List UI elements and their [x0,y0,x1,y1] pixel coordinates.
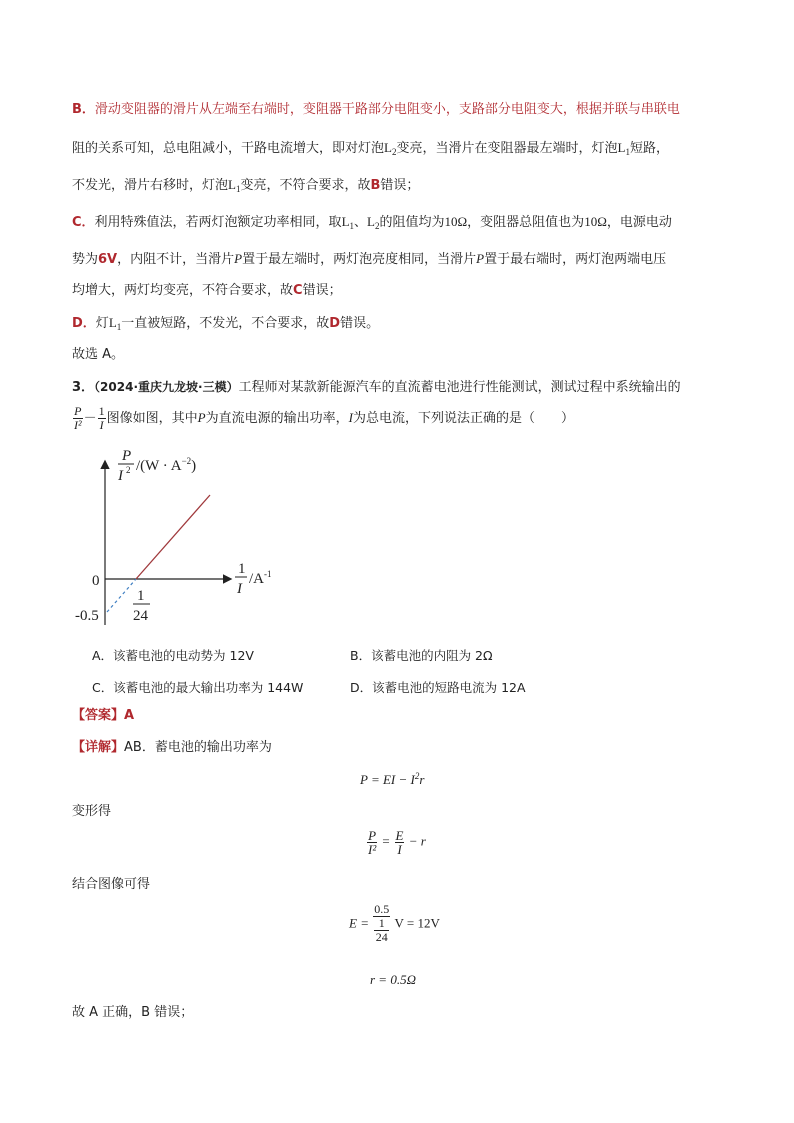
origin-label: 0 [92,573,100,589]
equation-power: P = EI − $I^2r$ [360,771,425,787]
x-intercept-numerator: 1 [137,588,145,604]
choose-answer: 故选 A。 [72,347,125,362]
transform-text: 变形得 [72,804,112,819]
data-line [136,495,210,579]
equation-transformed: $\frac{P}{\text{I²}}$ = $\frac{E}{I}$ − r [368,828,426,857]
option-d-line: D．灯$L_1$一直被短路，不发光，不合要求，故D错误。 [72,315,380,332]
conclusion-line: 故 A 正确，B 错误； [72,1005,194,1020]
y-axis-label-denominator: I [118,468,123,484]
x-axis-unit: $/A^{-1}$ [249,569,272,587]
combine-text: 结合图像可得 [72,877,151,892]
x-intercept-denominator: 24 [133,608,148,624]
question-3-line-2: $\frac{P}{\text{I²}}$ － $\frac{1}{I}$ 图像如图，其中P为直流电源的输出功率，I为总电流，下列说法正确的是（ ） [74,404,574,432]
option-c-line-3: 均增大，两灯均变亮，不符合要求，故C错误； [72,283,342,298]
option-d[interactable]: D．该蓄电池的短路电流为 12A [350,680,526,695]
equation-internal-resistance: r = 0.5Ω [370,972,416,987]
option-a[interactable]: A．该蓄电池的电动势为 12V [92,648,254,663]
option-b[interactable]: B．该蓄电池的内阻为 2Ω [350,648,493,663]
option-b-line-3: 不发光，滑片右移时，灯泡$L_1$变亮，不符合要求，故B错误； [72,177,420,194]
equation-emf: E = 0.5 1 24 V = 12V [349,902,440,944]
x-axis-label-denominator: I [237,581,242,597]
fraction-1-over-i: $\frac{1}{I}$ [98,404,105,432]
fraction-p-over-i2: $\frac{P}{\text{I²}}$ [74,404,82,432]
option-c-line-1: C．利用特殊值法，若两灯泡额定功率相同，取$L_1$、$L_2$的阻值均为10Ω，变阻器总阻值也为10Ω，电源电动 [72,214,672,231]
answer-value: A [124,708,135,723]
detail-label: 【详解】 [72,740,125,755]
y-axis-label-numerator: P [122,448,132,464]
answer-line [72,707,134,725]
y-axis-label-denominator-sup: 2 [126,465,131,475]
option-b-line-2: 阻的关系可知，总电阻减小，干路电流增大，即对灯泡$L_2$变亮，当滑片在变阻器最左端时，灯泡$L_1$短路， [72,140,669,157]
option-c[interactable]: C．该蓄电池的最大输出功率为 144W [92,680,304,695]
y-intercept-label: -0.5 [75,608,99,624]
answer-label: 【答案】 [72,708,125,723]
option-c-line-2: 势为6V，内阻不计，当滑片P置于最左端时，两灯泡亮度相同，当滑片P置于最右端时，两灯泡两端电压 [72,251,667,267]
x-axis-label-numerator: 1 [238,561,246,577]
question-3-line-1: 3．（2024·重庆九龙坡·三模）工程师对某款新能源汽车的直流蓄电池进行性能测试，测试过程中系统输出的 [72,380,681,395]
p-over-i2-graph [70,440,300,630]
y-axis-unit: $/(W \cdot A^{-2})$ [136,456,197,474]
dashed-extension-line [107,579,136,612]
detail-line: 【详解】AB．蓄电池的输出功率为 [72,740,272,755]
option-b-line-1: B．滑动变阻器的滑片从左端至右端时，变阻器干路部分电阻变小，支路部分电阻变大，根据并联与串联电 [72,102,680,117]
